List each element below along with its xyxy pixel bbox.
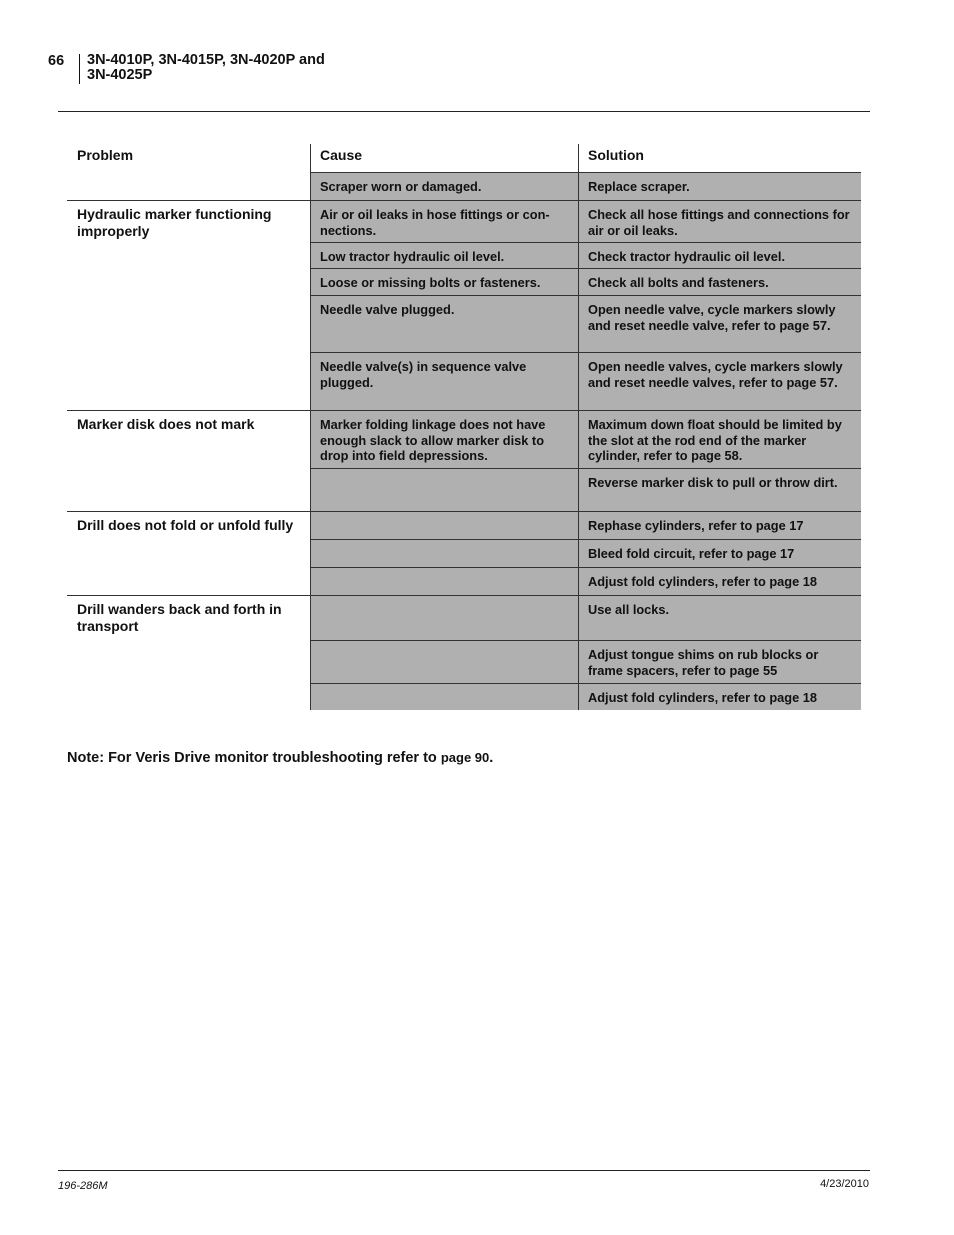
solution-cell: Open needle valves, cycle markers slowly and reset needle valves, refer to page 57. [578, 352, 861, 410]
solution-cell: Adjust fold cylinders, refer to page 18 [578, 683, 861, 710]
note [67, 750, 493, 766]
header-solution: Solution [578, 144, 861, 172]
note-text: Note: For Veris Drive monitor troubleshooting refer to [67, 750, 441, 766]
cause-cell [310, 640, 578, 683]
solution-cell: Replace scraper. [578, 172, 861, 200]
cause-cell: Needle valve plugged. [310, 295, 578, 352]
cause-cell [310, 511, 578, 539]
cause-cell: Air or oil leaks in hose fittings or con-nections. [310, 200, 578, 242]
header-rule [58, 111, 870, 112]
solution-cell: Open needle valve, cycle markers slowly and reset needle valve, refer to page 57. [578, 295, 861, 352]
solution-cell: Check all hose fittings and connections for air or oil leaks. [578, 200, 861, 242]
cause-cell [310, 595, 578, 640]
cause-cell [310, 567, 578, 595]
solution-cell: Check tractor hydraulic oil level. [578, 242, 861, 268]
note-page-link[interactable]: page 90 [440, 750, 490, 765]
solution-cell: Check all bolts and fasteners. [578, 268, 861, 295]
title-line-1: 3N-4010P, 3N-4015P, 3N-4020P and [87, 52, 325, 68]
cause-cell [310, 468, 578, 511]
document-date: 4/23/2010 [820, 1178, 869, 1190]
problem-drill-wanders: Drill wanders back and forth in transport [67, 595, 310, 710]
solution-cell: Reverse marker disk to pull or throw dirt. [578, 468, 861, 511]
solution-cell: Rephase cylinders, refer to page 17 [578, 511, 861, 539]
cause-cell [310, 683, 578, 710]
solution-cell: Adjust tongue shims on rub blocks or frame spacers, refer to page 55 [578, 640, 861, 683]
header-cause: Cause [310, 144, 578, 172]
problem-cell-empty [67, 172, 310, 200]
solution-cell: Adjust fold cylinders, refer to page 18 [578, 567, 861, 595]
cause-cell [310, 539, 578, 567]
title-line-2: 3N-4025P [87, 67, 153, 83]
problem-marker-disk: Marker disk does not mark [67, 410, 310, 511]
problem-drill-fold: Drill does not fold or unfold fully [67, 511, 310, 595]
document-number: 196-286M [58, 1180, 108, 1192]
note-end: . [489, 750, 494, 766]
solution-cell: Use all locks. [578, 595, 861, 640]
page-title [87, 53, 325, 83]
cause-cell: Loose or missing bolts or fasteners. [310, 268, 578, 295]
footer-rule [58, 1170, 870, 1171]
cause-cell: Scraper worn or damaged. [310, 172, 578, 200]
troubleshooting-table [67, 144, 861, 710]
problem-hydraulic-marker: Hydraulic marker functioning improperly [67, 200, 310, 410]
solution-cell: Bleed fold circuit, refer to page 17 [578, 539, 861, 567]
cause-cell: Low tractor hydraulic oil level. [310, 242, 578, 268]
header-problem: Problem [77, 147, 134, 163]
cause-cell: Marker folding linkage does not have enough slack to allow marker disk to drop into field depressions. [310, 410, 578, 468]
page-number: 66 [48, 53, 65, 69]
cause-cell: Needle valve(s) in sequence valve plugged. [310, 352, 578, 410]
solution-cell: Maximum down float should be limited by the slot at the rod end of the marker cylinder, refer to page 58. [578, 410, 861, 468]
header-divider [79, 54, 80, 84]
